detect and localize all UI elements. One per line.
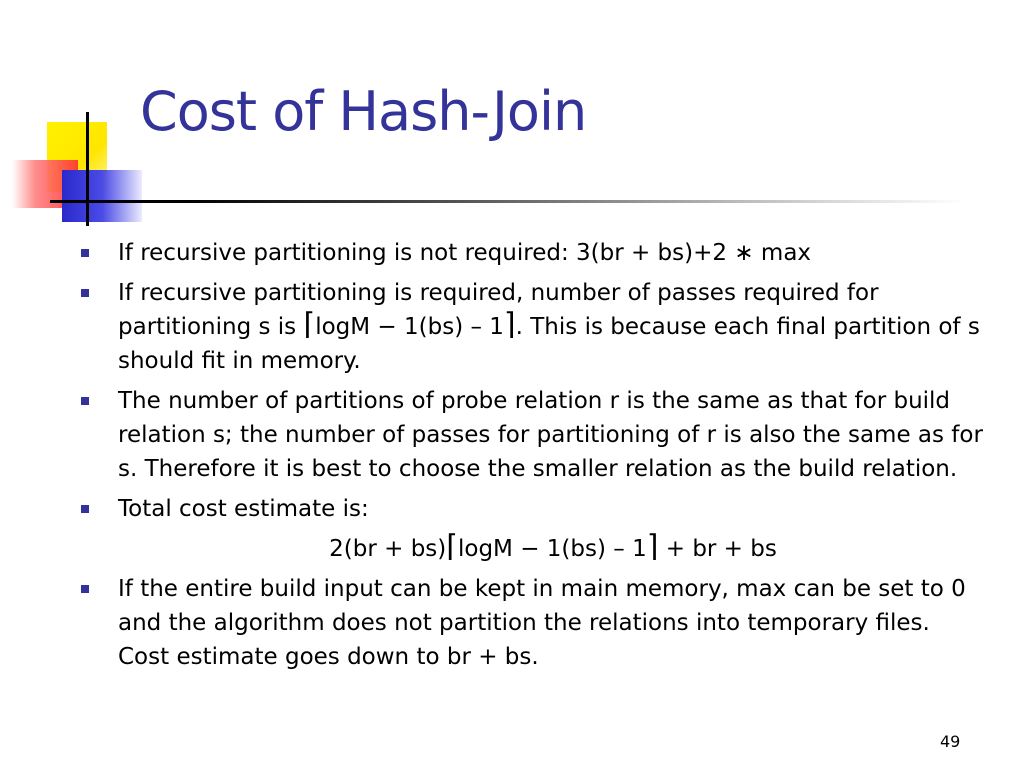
ceiling-open-symbol: ⌈ [446,529,458,564]
title-underline-rule [50,200,966,203]
ceiling-expression: logM − 1(bs) – 1 [315,314,504,340]
ceiling-open-symbol: ⌈ [303,307,316,342]
cost-formula [76,529,988,566]
bullet-text-post: . This is because each final partition of s should fit in memory. [118,314,980,374]
bullet-text-pre: If recursive partitioning is required, number of passes required for partitioning s is [118,280,879,340]
formula-post: + br + bs [658,536,777,562]
ceiling-close-symbol: ⌉ [646,529,659,564]
bullet-item [76,276,988,378]
bullet-item [76,384,988,486]
bullet-square-icon [81,585,89,593]
blue-square-decoration [62,170,142,222]
bullet-text: If recursive partitioning is not required: 3(br + bs)+2 ∗ max [118,240,812,266]
bullet-square-icon [81,505,89,513]
bullet-item [76,492,988,526]
bullet-item [76,572,988,674]
bullet-square-icon [81,397,89,405]
bullet-item [76,236,988,270]
slide-decoration-logo [0,0,160,240]
ceiling-close-symbol: ⌉ [503,307,516,342]
bullet-list-continued [76,572,988,674]
bullet-list [76,236,988,526]
bullet-text: If the entire build input can be kept in main memory, max can be set to 0 and the algorithm does not partition the relations into temporary files. Cost estimate goes down to br + bs. [118,576,966,670]
slide-body [76,236,988,680]
bullet-text: The number of partitions of probe relation r is the same as that for build relation s; the number of passes for partitioning of r is also the same as for s. Therefore it is best to choose the smaller relation as the build relation. [118,388,983,482]
ceiling-expression: logM − 1(bs) – 1 [457,536,647,562]
bullet-square-icon [81,249,89,257]
vertical-rule-decoration [86,112,89,226]
bullet-square-icon [81,289,89,297]
slide-title: Cost of Hash-Join [140,80,587,143]
bullet-text: Total cost estimate is: [118,496,369,522]
page-number: 49 [940,732,961,751]
formula-pre: 2(br + bs) [329,536,447,562]
